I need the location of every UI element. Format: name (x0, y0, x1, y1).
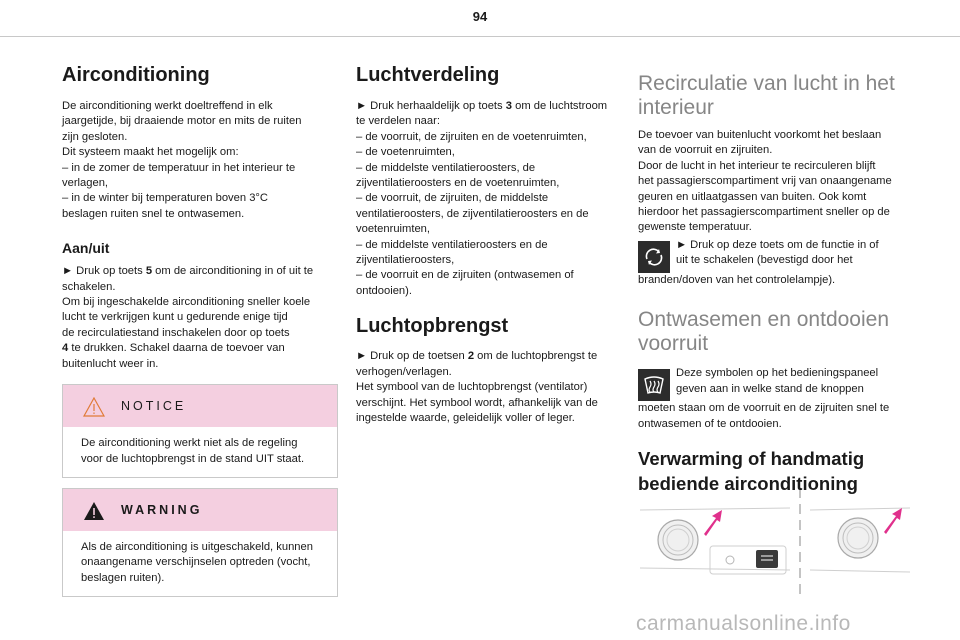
text-line: het passagierscompartiment vrij van onaangename (638, 175, 892, 188)
key-number: 5 (145, 265, 153, 278)
text-line: – de voorruit, de zijruiten, de middelste (356, 192, 549, 205)
text-line: zijventilatieroosters, (356, 254, 455, 267)
text-line: ontdooien). (356, 284, 412, 297)
left-temperature-knob (658, 520, 698, 560)
column-luchtverdeling (356, 62, 618, 426)
text-line: beslagen ruiten). (81, 571, 165, 584)
text-line: moeten staan om de voorruit en de zijruiten snel te (638, 402, 890, 415)
title-line: interieur (638, 96, 714, 119)
text-line: onaangename verschijnselen optreden (vocht, (81, 556, 311, 569)
key-number: 4 (62, 342, 69, 355)
right-temperature-knob (838, 518, 878, 558)
warning-icon (83, 501, 105, 521)
text-line: buitenlucht weer in. (62, 357, 159, 370)
text-line: verhogen/verlagen. (356, 365, 452, 378)
intro-paragraph (62, 99, 338, 222)
text-line: De airconditioning werkt doeltreffend in elk (62, 100, 273, 112)
text-span: ► Druk op toets (62, 265, 146, 278)
title-line: Recirculatie van lucht in het (638, 72, 895, 95)
section-title-verwarming (638, 446, 908, 496)
warning-body (63, 531, 337, 596)
notice-label: NOTICE (121, 399, 187, 414)
text-line: uit te schakelen (bevestigd door het (676, 254, 853, 267)
notice-box (62, 384, 338, 478)
text-line (62, 341, 338, 356)
distribution-paragraph (356, 99, 618, 299)
text-line: ontwasemen of te ontdooien. (638, 417, 782, 430)
page-number: 94 (472, 9, 488, 24)
text-line: Dit systeem maakt het mogelijk om: (62, 146, 239, 159)
text-line: van de voorruit en zijruiten. (638, 144, 773, 157)
text-span: te drukken. Schakel daarna de toevoer van (68, 342, 285, 355)
text-line: Door de lucht in het interieur te recirculeren blijft (638, 159, 876, 172)
section-title-luchtopbrengst: Luchtopbrengst (356, 315, 509, 338)
title-line: bediende airconditioning (638, 473, 858, 495)
text-line (62, 264, 338, 279)
text-line (356, 99, 618, 114)
header-divider (0, 36, 960, 37)
text-line: – de voorruit, de zijruiten en de voetenruimten, (356, 130, 587, 143)
text-line: geven aan in welke stand de knoppen (676, 382, 864, 395)
pointer-arrow-right (884, 508, 902, 534)
caution-icon (83, 397, 105, 417)
text-line: – in de winter bij temperaturen boven 3°C (62, 192, 268, 205)
text-line: De toevoer van buitenlucht voorkomt het beslaan (638, 129, 882, 141)
text-line: schakelen. (62, 280, 116, 293)
subsection-title-aan-uit: Aan/uit (62, 240, 110, 257)
text-line: lucht te verkrijgen kunt u gedurende enige tijd (62, 311, 288, 324)
text-span: om de airconditioning in of uit te (152, 265, 314, 278)
text-line: ventilatieroosters, de zijventilatieroosters en de (356, 207, 589, 220)
text-line: Deze symbolen op het bedieningspaneel (676, 367, 879, 380)
notice-header (63, 385, 337, 427)
text-line: beslagen ruiten snel te ontwasemen. (62, 207, 245, 220)
text-line: branden/doven van het controlelampje). (638, 273, 836, 286)
text-line: verschijnt. Het symbool wordt, afhankelijk van de (356, 396, 598, 409)
text-line: voetenruimten, (356, 223, 431, 236)
text-line: voor de luchtopbrengst in de stand UIT staat. (81, 452, 305, 465)
watermark: carmanualsonline.info (636, 612, 851, 635)
section-title-luchtverdeling: Luchtverdeling (356, 64, 500, 86)
text-span: om de luchtopbrengst te (474, 350, 598, 363)
notice-body (63, 427, 337, 477)
text-line: Als de airconditioning is uitgeschakeld, kunnen (81, 540, 313, 553)
text-line: Om bij ingeschakelde airconditioning sneller koele (62, 296, 311, 309)
section-title-recirculatie (638, 72, 908, 120)
recirculation-icon (638, 241, 670, 273)
warning-header (63, 489, 337, 531)
column-recirculatie (638, 72, 908, 496)
climate-control-panel-illustration (640, 490, 910, 595)
text-line: – de voetenruimten, (356, 146, 455, 159)
text-line: – de middelste ventilatieroosters en de (356, 238, 548, 251)
text-line: gewenste temperatuur. (638, 221, 752, 234)
text-line: te verdelen naar: (356, 115, 440, 128)
text-line: verlagen, (62, 177, 109, 190)
text-span: ► Druk op de toetsen (356, 350, 468, 363)
warning-label: WARNING (121, 502, 203, 517)
windscreen-defrost-icon (638, 369, 670, 401)
text-line: – in de zomer de temperatuur in het interieur te (62, 161, 296, 174)
defrost-icon-row (638, 366, 908, 401)
airflow-paragraph (356, 349, 618, 426)
title-line: Verwarming of handmatig (638, 448, 865, 470)
recirculation-icon-row (638, 238, 908, 273)
text-line: Het symbool van de luchtopbrengst (ventilator) (356, 381, 588, 394)
title-line: voorruit (638, 332, 709, 356)
text-line: de recirculatiestand inschakelen door op toets (62, 326, 290, 339)
text-line: zijventilatieroosters en de voetenruimten, (356, 177, 560, 190)
text-line: jaargetijde, bij draaiende motor en mits de ruiten (62, 115, 302, 128)
text-line: zijn gesloten. (62, 130, 128, 143)
section-title-ontwasemen (638, 308, 908, 356)
warning-box (62, 488, 338, 597)
recirculation-paragraph (638, 128, 908, 236)
panel-buttons (726, 550, 778, 568)
text-line: – de middelste ventilatieroosters, de (356, 161, 536, 174)
pointer-arrow-left (704, 510, 722, 536)
section-title-airconditioning: Airconditioning (62, 64, 210, 86)
text-line: ► Druk op deze toets om de functie in of (676, 238, 879, 251)
text-line: De airconditioning werkt niet als de regeling (81, 437, 298, 450)
text-span: om de luchtstroom (511, 100, 608, 112)
column-airconditioning (62, 62, 338, 597)
text-line: geuren en uitlaatgassen van buiten. Ook komt (638, 190, 867, 203)
text-line: ingestelde waarde, geleidelijk voller of leger. (356, 411, 575, 424)
aan-uit-paragraph (62, 264, 338, 372)
key-number: 3 (505, 100, 512, 112)
text-line: hierdoor het passagierscompartiment sneller op de (638, 206, 890, 219)
text-line (356, 349, 618, 364)
title-line: Ontwasemen en ontdooien (638, 308, 890, 332)
key-number: 2 (467, 350, 475, 363)
text-span: ► Druk herhaaldelijk op toets (356, 100, 506, 112)
text-line: – de voorruit en de zijruiten (ontwasemen of (356, 269, 574, 282)
